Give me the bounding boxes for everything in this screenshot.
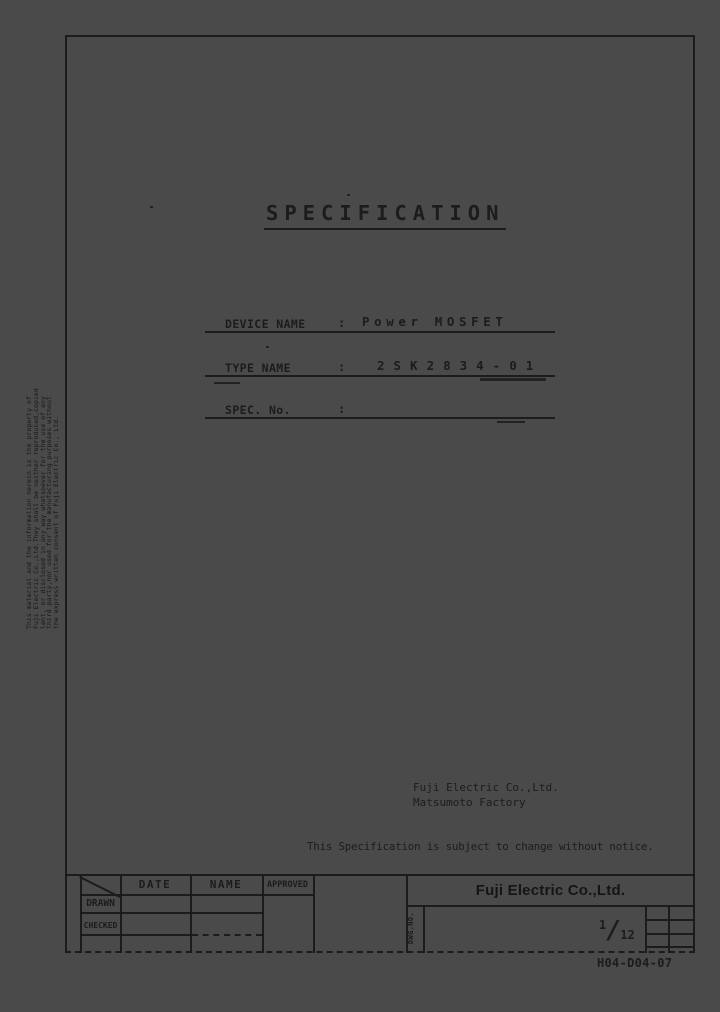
confidentiality-note-line: Fuji Electric Co.,Ltd.They shall be neither reproduced,copied (31, 388, 40, 629)
confidentiality-note-line: third party,nor used for the manufacturing purposes without (45, 396, 54, 629)
field-device-name (205, 311, 555, 333)
page-border (65, 35, 695, 953)
scan-speck (480, 378, 546, 381)
field-separator: : (338, 360, 346, 374)
field-type-name (205, 355, 555, 377)
table-line (192, 934, 262, 936)
field-spec-no (205, 397, 555, 419)
table-line (406, 905, 695, 907)
scan-speck (214, 382, 240, 384)
table-line (80, 874, 82, 953)
row-header-drawn: DRAWN (86, 898, 115, 909)
dwg-no-label: DWG.NO. (407, 911, 415, 945)
issuer-company: Fuji Electric Co.,Ltd. (413, 781, 559, 794)
column-header-date: DATE (138, 878, 172, 891)
scan-speck (347, 194, 350, 196)
issuer-factory: Matsumoto Factory (413, 796, 526, 809)
row-header-checked: CHECKED (83, 921, 118, 930)
table-line (313, 874, 315, 953)
column-header-name: NAME (209, 878, 243, 891)
revision-grid-line (645, 946, 695, 948)
page-title: SPECIFICATION (264, 201, 506, 230)
titleblock-top-rule (65, 874, 695, 876)
column-header-approved: APPROVED (267, 880, 308, 890)
revision-grid-line (645, 933, 695, 935)
form-number: H04-D04-07 (597, 956, 673, 970)
field-value: Power MOSFET (362, 314, 508, 329)
sheet-separator: / (606, 915, 620, 944)
confidentiality-note (26, 387, 60, 629)
field-separator: : (338, 402, 346, 416)
sheet-denominator: 12 (620, 928, 635, 942)
table-line (80, 934, 192, 936)
scan-speck (497, 421, 525, 423)
table-line (423, 905, 425, 953)
change-notice: This Specification is subject to change without notice. (307, 840, 654, 853)
scan-speck (266, 346, 269, 348)
field-label: DEVICE NAME (225, 317, 306, 331)
confidentiality-note-line: the express written consent of Fuji Electric Co., Ltd. (52, 415, 61, 629)
confidentiality-note-line: This material and the information herein is the property of (25, 396, 33, 629)
field-label: SPEC. No. (225, 403, 291, 417)
issuer-block (413, 780, 559, 810)
sheet-number (599, 915, 635, 944)
table-line (80, 912, 262, 914)
titleblock-company: Fuji Electric Co.,Ltd. (475, 882, 626, 899)
revision-grid-line (645, 919, 695, 921)
field-label: TYPE NAME (225, 361, 291, 375)
field-value: 2SK2834-01 (377, 358, 543, 373)
scan-speck (150, 206, 153, 208)
field-separator: : (338, 316, 346, 330)
sheet-numerator: 1 (599, 918, 607, 932)
confidentiality-note-line: lent, or disclosed in any way whatsoever for the use of any (38, 396, 47, 629)
